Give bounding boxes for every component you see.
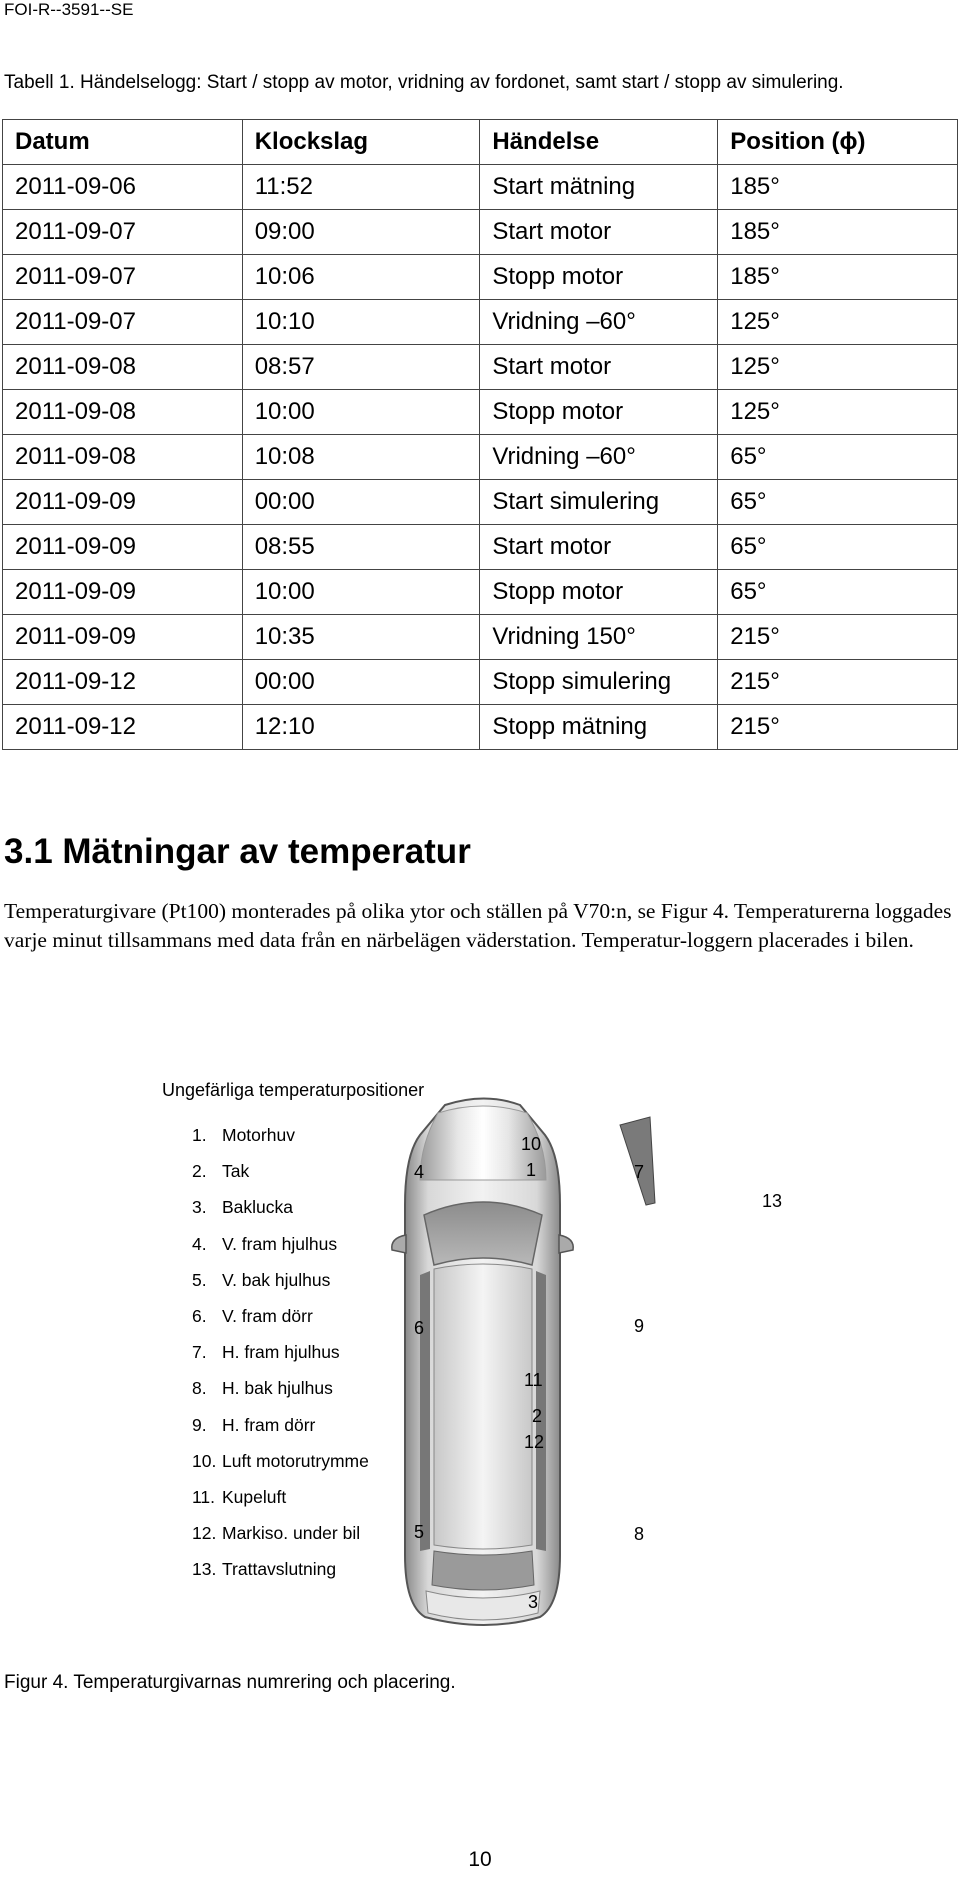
legend-item-label: Luft motorutrymme: [222, 1450, 369, 1471]
cell-handelse: Stopp simulering: [480, 660, 718, 705]
cell-handelse: Start motor: [480, 345, 718, 390]
cell-handelse: Vridning –60°: [480, 435, 718, 480]
legend-item-label: Markiso. under bil: [222, 1523, 361, 1544]
event-log-table: [2, 119, 958, 750]
table-row: [3, 480, 958, 525]
legend-title: Ungefärliga temperaturpositioner: [162, 1080, 425, 1100]
legend-item-label: Baklucka: [222, 1197, 294, 1218]
cell-handelse: Stopp mätning: [480, 705, 718, 750]
cell-position: 185°: [718, 210, 958, 255]
legend-item: [192, 1117, 369, 1153]
windshield: [424, 1202, 542, 1265]
cell-position: 65°: [718, 525, 958, 570]
legend-item-number: 5.: [192, 1269, 207, 1290]
position-label-12: 12: [524, 1432, 545, 1452]
legend-item: [192, 1407, 369, 1443]
table-row: [3, 570, 958, 615]
position-label-2: 2: [532, 1406, 543, 1426]
section-heading: 3.1 Mätningar av temperatur: [4, 832, 471, 871]
legend-item-number: 13.: [192, 1559, 217, 1580]
table-row: [3, 435, 958, 480]
cell-datum: 2011-09-07: [3, 300, 243, 345]
legend-item-number: 4.: [192, 1233, 207, 1254]
column-header-klockslag: Klockslag: [242, 120, 480, 165]
legend-item-number: 6.: [192, 1305, 207, 1326]
legend-item-number: 12.: [192, 1523, 217, 1544]
position-label-5: 5: [414, 1522, 425, 1542]
legend-item-number: 3.: [192, 1197, 207, 1218]
legend-item-label: Kupeluft: [222, 1486, 287, 1507]
position-label-7: 7: [634, 1162, 645, 1182]
table-row: [3, 300, 958, 345]
legend-item-number: 10.: [192, 1450, 217, 1471]
left-side-windows: [420, 1271, 430, 1551]
legend-item: [192, 1370, 369, 1406]
cell-datum: 2011-09-07: [3, 255, 243, 300]
figure-caption: Figur 4. Temperaturgivarnas numrering och placering.: [4, 1672, 456, 1693]
cell-handelse: Start simulering: [480, 480, 718, 525]
cell-klockslag: 09:00: [242, 210, 480, 255]
legend-list: [192, 1117, 369, 1587]
cell-klockslag: 08:55: [242, 525, 480, 570]
cell-klockslag: 10:00: [242, 570, 480, 615]
cell-datum: 2011-09-09: [3, 570, 243, 615]
cell-position: 125°: [718, 345, 958, 390]
car-roof: [434, 1264, 532, 1549]
cell-datum: 2011-09-09: [3, 525, 243, 570]
legend-item: [192, 1443, 369, 1479]
cell-handelse: Start mätning: [480, 165, 718, 210]
legend-item-number: 7.: [192, 1342, 207, 1363]
cell-datum: 2011-09-09: [3, 480, 243, 525]
table-row: [3, 525, 958, 570]
table-row: [3, 255, 958, 300]
legend-item-number: 1.: [192, 1125, 207, 1145]
left-mirror: [392, 1235, 406, 1253]
cell-position: 215°: [718, 615, 958, 660]
cell-position: 65°: [718, 435, 958, 480]
position-label-9: 9: [634, 1316, 645, 1336]
cell-klockslag: 10:06: [242, 255, 480, 300]
car-sensor-figure: [150, 1065, 810, 1635]
table-row: [3, 705, 958, 750]
cell-handelse: Stopp motor: [480, 570, 718, 615]
position-label-13: 13: [762, 1191, 783, 1211]
legend-item-label: V. fram dörr: [222, 1305, 313, 1326]
legend-item-number: 9.: [192, 1414, 207, 1435]
column-header-datum: Datum: [3, 120, 243, 165]
legend-item-label: V. bak hjulhus: [222, 1269, 331, 1290]
cell-position: 65°: [718, 570, 958, 615]
column-header-position: Position (ϕ): [718, 120, 958, 165]
cell-position: 185°: [718, 165, 958, 210]
cell-handelse: Vridning –60°: [480, 300, 718, 345]
legend-item-label: Motorhuv: [222, 1125, 295, 1145]
report-id: FOI-R--3591--SE: [4, 0, 134, 19]
position-label-4: 4: [414, 1162, 425, 1182]
legend-item-label: H. fram hjulhus: [222, 1342, 340, 1363]
cell-klockslag: 00:00: [242, 660, 480, 705]
cell-handelse: Start motor: [480, 525, 718, 570]
cell-klockslag: 11:52: [242, 165, 480, 210]
table-caption: Tabell 1. Händelselogg: Start / stopp av motor, vridning av fordonet, samt start / stopp av simulering.: [4, 72, 844, 93]
legend-item: [192, 1334, 369, 1370]
cell-datum: 2011-09-06: [3, 165, 243, 210]
legend-item: [192, 1153, 369, 1189]
legend-item-label: V. fram hjulhus: [222, 1233, 338, 1254]
cell-klockslag: 10:08: [242, 435, 480, 480]
cell-handelse: Start motor: [480, 210, 718, 255]
page-number: 10: [468, 1848, 492, 1871]
legend-item: [192, 1479, 369, 1515]
cell-position: 125°: [718, 390, 958, 435]
legend-item: [192, 1551, 369, 1587]
right-mirror: [559, 1235, 573, 1253]
table-body: [3, 165, 958, 750]
position-label-11: 11: [524, 1370, 543, 1390]
table-row: [3, 660, 958, 705]
legend-item-number: 11.: [192, 1486, 216, 1507]
cell-klockslag: 12:10: [242, 705, 480, 750]
legend-item: [192, 1189, 369, 1225]
legend-item: [192, 1515, 369, 1551]
cell-datum: 2011-09-07: [3, 210, 243, 255]
table-header-row: [3, 120, 958, 165]
position-label-8: 8: [634, 1524, 645, 1544]
cell-datum: 2011-09-08: [3, 435, 243, 480]
cell-klockslag: 08:57: [242, 345, 480, 390]
table-row: [3, 210, 958, 255]
legend-item: [192, 1298, 369, 1334]
rear-window: [432, 1551, 534, 1590]
table-row: [3, 390, 958, 435]
cell-handelse: Stopp motor: [480, 255, 718, 300]
table-row: [3, 615, 958, 660]
legend-item-number: 8.: [192, 1378, 207, 1399]
cell-handelse: Stopp motor: [480, 390, 718, 435]
cell-position: 65°: [718, 480, 958, 525]
column-header-handelse: Händelse: [480, 120, 718, 165]
cell-datum: 2011-09-09: [3, 615, 243, 660]
cell-position: 215°: [718, 705, 958, 750]
legend-item: [192, 1262, 369, 1298]
cell-datum: 2011-09-08: [3, 345, 243, 390]
position-label-10: 10: [521, 1134, 542, 1154]
legend-item-label: Trattavslutning: [222, 1559, 337, 1580]
cell-position: 125°: [718, 300, 958, 345]
table-row: [3, 165, 958, 210]
position-label-1: 1: [526, 1160, 537, 1180]
legend-item: [192, 1226, 369, 1262]
cell-position: 215°: [718, 660, 958, 705]
legend-item-number: 2.: [192, 1161, 207, 1182]
cell-klockslag: 00:00: [242, 480, 480, 525]
position-label-6: 6: [414, 1318, 425, 1338]
cell-klockslag: 10:00: [242, 390, 480, 435]
legend-item-label: H. fram dörr: [222, 1414, 316, 1435]
funnel-end: [620, 1117, 655, 1205]
cell-handelse: Vridning 150°: [480, 615, 718, 660]
legend-item-label: Tak: [222, 1161, 250, 1182]
cell-datum: 2011-09-12: [3, 705, 243, 750]
section-body-text: Temperaturgivare (Pt100) monterades på olika ytor och ställen på V70:n, se Figur 4. Temperaturerna loggades varje minut tillsammans med data från en närbelägen väderstation. Temperatur-loggern placerades i bilen.: [4, 899, 952, 952]
cell-klockslag: 10:35: [242, 615, 480, 660]
cell-datum: 2011-09-12: [3, 660, 243, 705]
cell-klockslag: 10:10: [242, 300, 480, 345]
table-row: [3, 345, 958, 390]
legend-item-label: H. bak hjulhus: [222, 1378, 333, 1399]
position-label-3: 3: [528, 1592, 539, 1612]
cell-datum: 2011-09-08: [3, 390, 243, 435]
cell-position: 185°: [718, 255, 958, 300]
